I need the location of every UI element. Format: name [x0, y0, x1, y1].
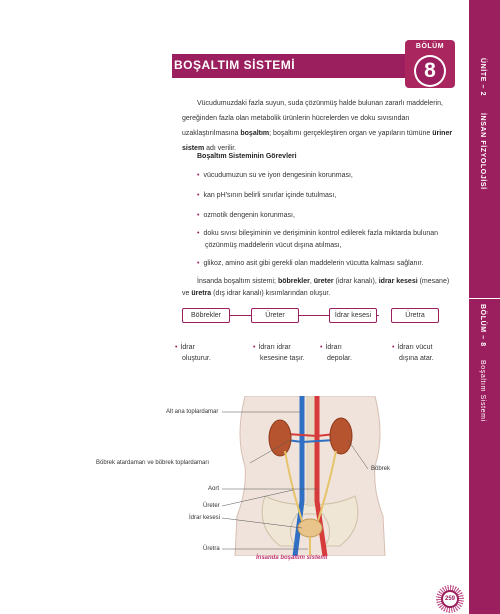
sidebar-divider: [469, 298, 500, 299]
duty-item: • glikoz, amino asit gibi gerekli olan maddelerin vücutta kalması sağlanır.: [197, 260, 424, 267]
flow-desc-ureter: • İdrarı idrar kesesine taşır.: [253, 344, 305, 362]
sidebar-chapter-title: Boşaltım Sistemi: [479, 360, 486, 422]
flow-desc-urethra: • İdrarı vücut dışına atar.: [392, 344, 434, 362]
leader-renal-vessels: [250, 440, 290, 463]
leader-bladder: [222, 518, 302, 528]
label-kidney: Böbrek: [371, 466, 391, 472]
sidebar-unit-title: İNSAN FİZYOLOJİSİ: [479, 113, 486, 190]
label-vena-cava: Alt ana toplardamar: [166, 409, 219, 415]
sidebar-unit: ÜNİTE – 2: [479, 58, 486, 97]
duties-heading: Boşaltım Sisteminin Görevleri: [197, 153, 297, 160]
intro-line-4: sistem adı verilir.: [182, 145, 237, 152]
chapter-badge-number: 8: [416, 57, 444, 85]
organs-line-1: İnsanda boşaltım sistemi; böbrekler, üreter (idrar kanalı), idrar kesesi (mesane): [197, 278, 450, 285]
chapter-badge-label: BÖLÜM: [415, 43, 445, 50]
intro-line-1: Vücudumuzdaki fazla suyun, suda çözünmüş halde bulunan zararlı maddelerin,: [197, 100, 443, 107]
figure-caption: İnsanda boşaltım sistemi: [256, 555, 328, 561]
flow-desc-bladder: • İdrarı depolar.: [320, 344, 352, 362]
page-title: BOŞALTIM SİSTEMİ: [174, 58, 296, 72]
flow-desc-kidneys: • İdrar oluşturur.: [175, 344, 211, 362]
duty-item: • vücudumuzun su ve iyon dengesinin korunması,: [197, 172, 353, 179]
page-number: 259: [441, 590, 459, 608]
intro-line-3: uzaklaştırılmasına boşaltım; boşaltımı gerçekleştiren organ ve yapıların tümüne üriner: [182, 130, 453, 137]
label-renal-vessels: Böbrek atardamarı ve böbrek toplardamarı: [96, 460, 210, 466]
flow-box-kidneys: Böbrekler: [182, 308, 230, 323]
sidebar-chapter: BÖLÜM – 8: [479, 304, 486, 347]
flow-box-ureter: Üreter: [251, 308, 299, 323]
organs-line-2: ve üretra (dış idrar kanalı) kısımlarından oluşur.: [182, 290, 331, 297]
leader-ureter: [222, 490, 293, 506]
label-urethra: Üretra: [203, 546, 220, 552]
flow-box-bladder: İdrar kesesi: [329, 308, 377, 323]
leader-kidney: [348, 440, 368, 469]
duty-item-continued: çözünmüş maddelerin vücut dışına atılması,: [205, 242, 342, 249]
intro-line-2: gereğinden fazla olan metabolik ürünlerin hücrelerden ve doku sıvısından: [182, 115, 410, 122]
flow-box-urethra: Üretra: [391, 308, 439, 323]
duty-item: • doku sıvısı bileşiminin ve derişiminin kontrol edilerek fazla miktarda bulunan: [197, 230, 439, 237]
duty-item: • ozmotik dengenin korunması,: [197, 212, 295, 219]
label-bladder: İdrar kesesi: [189, 515, 221, 521]
duty-item: • kan pH'sının belirli sınırlar içinde tutulması,: [197, 192, 337, 199]
label-ureter: Üreter: [203, 503, 220, 509]
label-aorta: Aort: [208, 486, 220, 492]
